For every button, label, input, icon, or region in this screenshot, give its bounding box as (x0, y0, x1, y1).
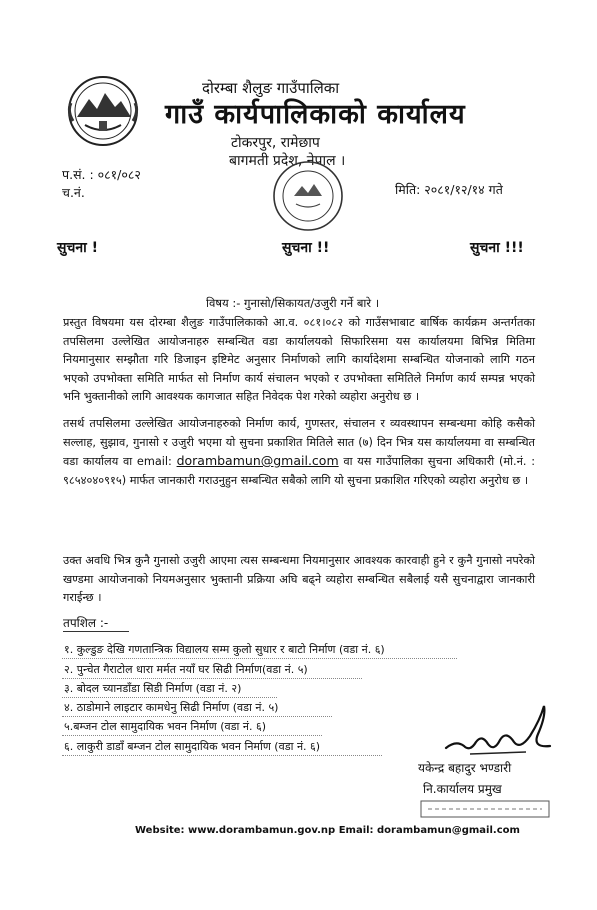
body-paragraph-1: प्रस्तुत विषयमा यस दोरम्बा शैलुङ गाउँपालिकाको आ.व. ०८१।०८२ को गाउँसभाबाट बार्षिक कार्यक्रम अन्तर्गतका तपसिलमा उल्लेखित आयोजनाहरु सम्बन्धित वडा कार्यालयको सिफारिसमा यस कार्यालयमा बिभिन्न मितिमा नियमानुसार सम्झौता गरि डिजाइन इष्टिमेट अनुसार निर्माणको लागि कार्यादेशमा सम्बन्धित योजनाको लागि गठन भएको उपभोक्ता समिति मार्फत सो निर्माण कार्य संचालन भएको र उपभोक्ता समितिले निर्माण कार्य सम्पन्न भएको भनि भुक्तानीको लागि आवश्यक कागजात सहित निवेदक पेश गरेको व्यहोरा अनुरोध छ । (63, 316, 535, 403)
list-item: १. कुल्डुङ देखि गणतान्त्रिक विद्यालय सम्म कुलो सुधार र बाटो निर्माण (वडा नं. ६) (64, 643, 385, 656)
list-title: तपशिल :- (63, 616, 109, 630)
list-item: ५.बम्जन टोल सामुदायिक भवन निर्माण (वडा नं. ६) (64, 720, 266, 733)
paragraph-2-text-before-email: तसर्थ तपसिलमा उल्लेखित आयोजनाहरुको निर्माण कार्य, गुणस्तर, संचालन र व्यवस्थापन सम्बन्धमा कोहि कसैको सल्लाह, सुझाव, गुनासो र उजुरी भएमा यो सुचना प्रकाशित मितिले सात (७) दिन भित्र यस कार्यालयमा वा सम्बन्धित वडा कार्यालय वा email: (63, 417, 535, 468)
notice-heading-center: सुचना !! (282, 240, 330, 256)
footer-contact: Website: www.dorambamun.gov.np Email: dorambamun@gmail.com (135, 825, 520, 836)
list-divider (62, 658, 457, 659)
reference-number: प.सं. : ०८१/०८२ (62, 167, 141, 182)
signatory-title: नि.कार्यालय प्रमुख (423, 782, 502, 796)
signatory-name: यकेन्द्र बहादुर भण्डारी (418, 761, 512, 775)
list-item: ४. ठाडोमाने लाइटार कामधेनु सिढी निर्माण (वडा नं. ५) (64, 701, 279, 714)
contact-email-link[interactable]: dorambamun@gmail.com (176, 453, 339, 468)
list-item: ३. बोदल च्यानडाँडा सिडी निर्माण (वडा नं. २) (64, 682, 242, 695)
designation-stamp-icon (420, 800, 550, 818)
notice-heading-left: सुचना ! (57, 240, 99, 256)
list-item: ६. लाकुरी डाडाँ बम्जन टोल सामुदायिक भवन निर्माण (वडा नं. ६) (64, 740, 321, 753)
office-address-line2: बागमती प्रदेश, नेपाल । (229, 153, 346, 169)
notice-heading-right: सुचना !!! (470, 240, 524, 256)
body-paragraph-2 (63, 415, 535, 490)
body-paragraph-3: उक्त अवधि भित्र कुनै गुनासो उजुरी आएमा त्यस सम्बन्धमा नियमानुसार आवश्यक कारवाही हुने र कुनै गुनासो नपरेको खण्डमा आयोजनाको नियमअनुसार भुक्तानी प्रक्रिया अघि बढ्ने व्यहोरा सम्बन्धित सबैलाई यसै सुचनाद्वारा जानकारी गराईन्छ । (63, 554, 535, 604)
paragraph-2-text-after-email: वा यस गाउँपालिका सुचना अधिकारी (मो.नं. : ९८५४०४०९१५) मार्फत जानकारी गराउनुहुन सम्बन्धित सबैको लागि यो सुचना प्रकाशित गरिएको व्यहोरा अनुरोध छ । (63, 455, 536, 487)
list-divider (62, 697, 277, 698)
office-stamp-icon (270, 158, 346, 234)
municipality-name: दोरम्बा शैलुङ गाउँपालिका (202, 79, 340, 97)
letter-subject: विषय :- गुनासो/सिकायत/उजुरी गर्ने बारे । (206, 296, 380, 310)
handwritten-signature-icon (440, 700, 560, 762)
list-item: २. पुन्चेत गैराटोल धारा मर्मत नयाँ घर सिढी निर्माण(वडा नं. ५) (64, 663, 308, 676)
dispatch-number: च.नं. (62, 185, 85, 200)
list-title-underline (63, 631, 129, 632)
office-title: गाउँ कार्यपालिकाको कार्यालय (165, 99, 466, 130)
list-divider (62, 716, 332, 717)
government-emblem-icon (63, 73, 143, 149)
list-divider (62, 678, 362, 679)
letter-date: मिति: २०८१/१२/१४ गते (395, 182, 503, 197)
office-address-line1: टोकरपुर, रामेछाप (231, 135, 320, 151)
list-divider (62, 755, 382, 756)
list-divider (62, 735, 322, 736)
